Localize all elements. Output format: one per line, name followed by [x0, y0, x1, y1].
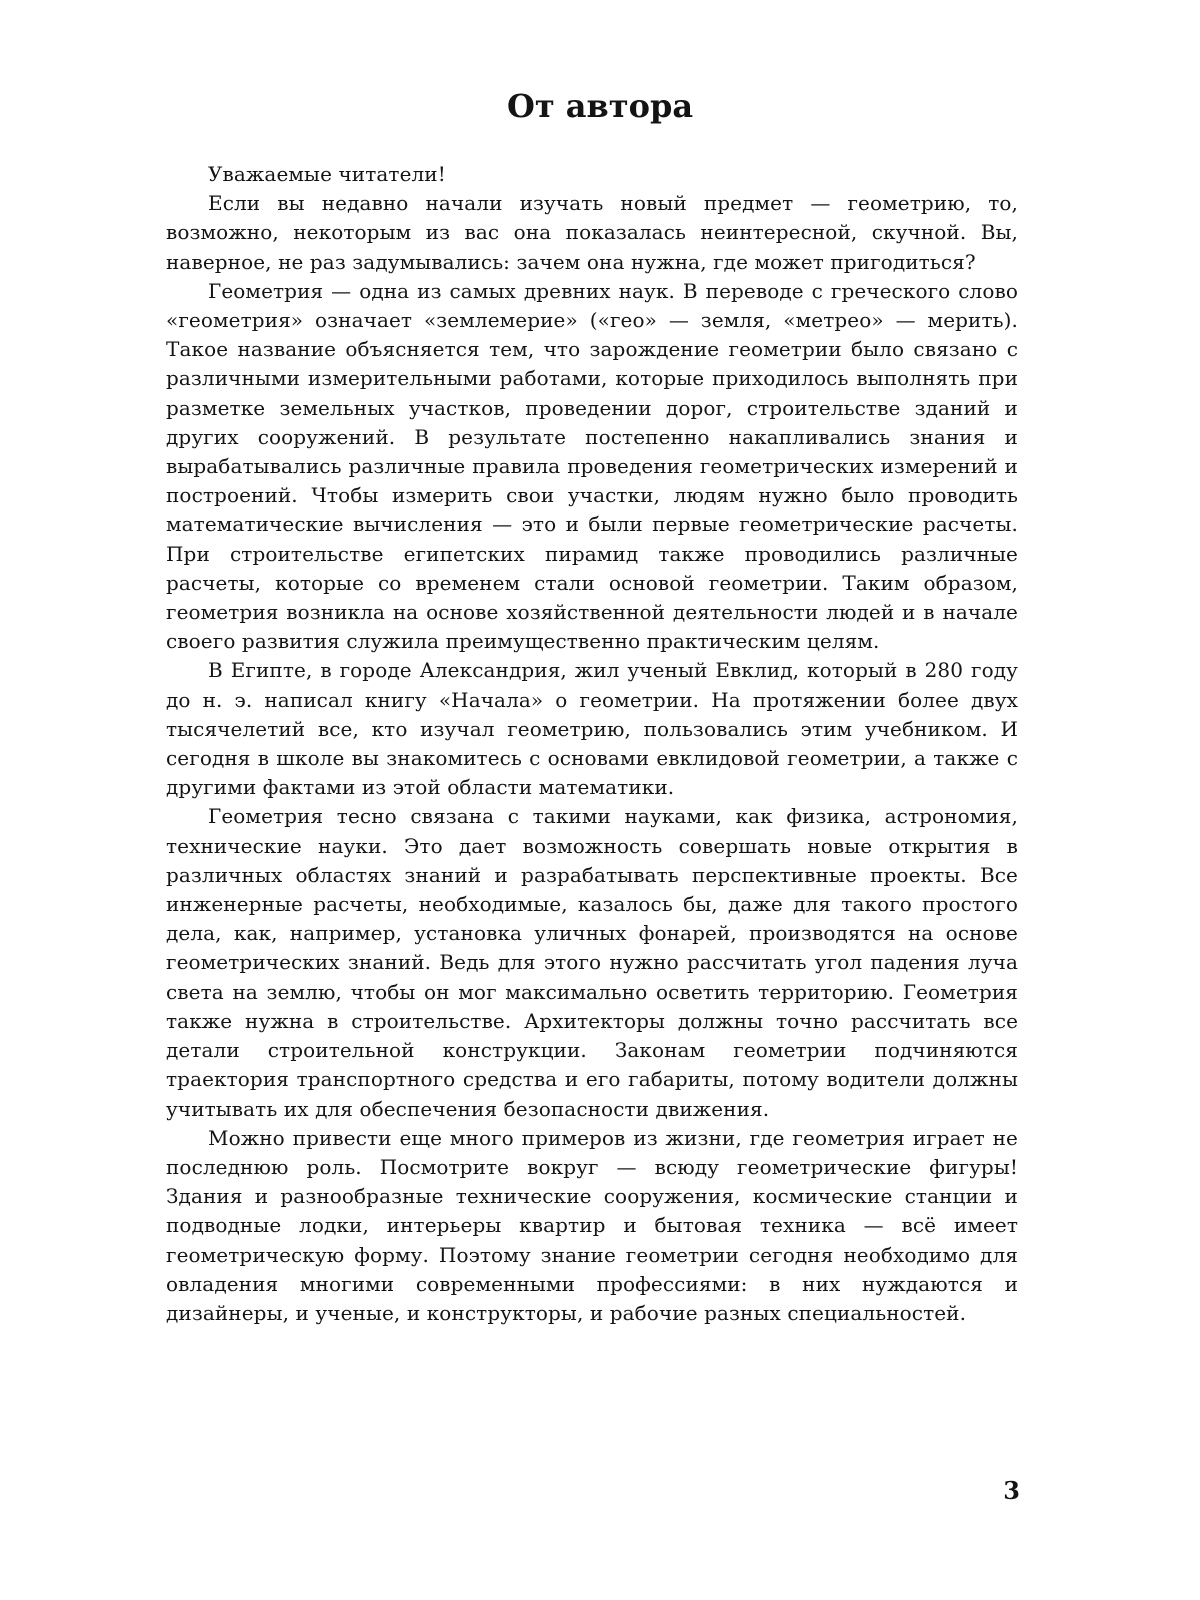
body-text	[166, 160, 1018, 1328]
page-number: 3	[1003, 1476, 1020, 1505]
paragraph-applications: Геометрия тесно связана с такими науками, как физика, астрономия, технические науки. Это дает возможность совершать новые открытия в различных областях знаний и разрабатывать перспективные проекты. Все инженерные расчеты, необходимые, казалось бы, даже для такого простого дела, как, например, установка уличных фонарей, производятся на основе геометрических знаний. Ведь для этого нужно рассчитать угол падения луча света на землю, чтобы он мог максимально осветить территорию. Геометрия также нужна в строительстве. Архитекторы должны точно рассчитать все детали строительной конструкции. Законам геометрии подчиняются траектория транспортного средства и его габариты, потому водители должны учитывать их для обеспечения безопасности движения.	[166, 804, 1018, 1121]
paragraph-euclid: В Египте, в городе Александрия, жил ученый Евклид, который в 280 году до н. э. написал книгу «Начала» о геометрии. На протяжении более двух тысячелетий все, кто изучал геометрию, пользовались этим учебником. И сегодня в школе вы знакомитесь с основами евклидовой геометрии, а также с другими фактами из этой области математики.	[166, 658, 1018, 800]
page-title: От автора	[506, 87, 694, 125]
paragraph-history: Геометрия — одна из самых древних наук. В переводе с греческого слово «геометрия» означает «землемерие» («гео» — земля, «метрео» — мерить). Такое название объясняется тем, что зарождение геометрии было связано с различными измерительными работами, которые приходилось выполнять при разметке земельных участков, проведении дорог, строительстве зданий и других сооружений. В результате постепенно накапливались знания и вырабатывались различные правила проведения геометрических измерений и построений. Чтобы измерить свои участки, людям нужно было проводить математические вычисления — это и были первые геометрические расчеты. При строительстве египетских пирамид также проводились различные расчеты, которые со временем стали основой геометрии. Таким образом, геометрия возникла на основе хозяйственной деятельности людей и в начале своего развития служила преимущественно практическим целям.	[166, 278, 1018, 654]
paragraph-intro: Если вы недавно начали изучать новый предмет — геометрию, то, возможно, некоторым из вас она показалась неинтересной, скучной. Вы, наверное, не раз задумывались: зачем она нужна, где может пригодиться?	[166, 191, 1018, 274]
paragraph-greeting: Уважаемые читатели!	[208, 162, 446, 186]
paragraph-examples: Можно привести еще много примеров из жизни, где геометрия играет не последнюю роль. Посмотрите вокруг — всюду геометрические фигуры! Здания и разнообразные технические сооружения, космические станции и подводные лодки, интерьеры квартир и бытовая техника — всё имеет геометрическую форму. Поэтому знание геометрии сегодня необходимо для овладения многими современными профессиями: в них нуждаются и дизайнеры, и ученые, и конструкторы, и рабочие разных специальностей.	[166, 1125, 1018, 1325]
